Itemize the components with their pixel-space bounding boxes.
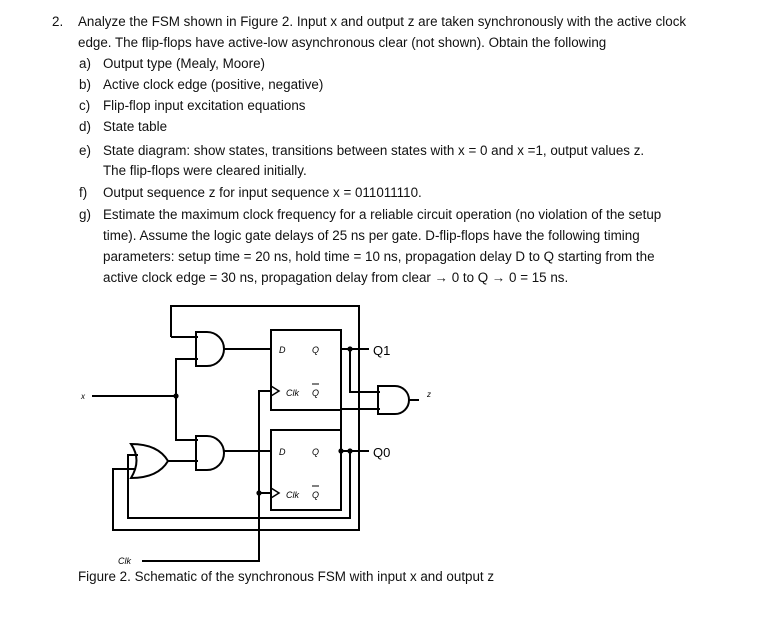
label-clk: Clk [118,556,131,566]
item-e-text-2: The flip-flops were cleared initially. [103,163,307,178]
item-g-text-1: Estimate the maximum clock frequency for a reliable circuit operation (no violation of the setup [103,207,662,222]
label-q1: Q1 [373,343,391,358]
label-q0: Q0 [373,445,391,460]
flip-flop-q0 [271,430,341,510]
item-e-text-1: State diagram: show states, transitions between states with x = 0 and x =1, output values z. [103,143,645,158]
item-g-label: g) [79,207,91,222]
figure-caption: Figure 2. Schematic of the synchronous FSM with input x and output z [78,569,495,584]
ff-q0-qbar-label: Q [312,490,320,500]
intro-line-1: Analyze the FSM shown in Figure 2. Input x and output z are taken synchronously with the active clock [78,14,687,29]
item-d-text: State table [103,119,168,134]
item-c-label: c) [79,98,91,113]
ff-q1-qbar-label: Q [312,388,320,398]
item-a-text: Output type (Mealy, Moore) [103,56,265,71]
item-g-text-2: time). Assume the logic gate delays of 25 ns per gate. D-flip-flops have the following timing [103,228,640,243]
question-number: 2. [52,14,64,29]
item-e-label: e) [79,143,91,158]
label-z: z [427,390,431,399]
and-gate-bottom [196,436,224,470]
or-gate [131,444,168,478]
ff-q1-clk-label: Clk [286,388,299,398]
intro-line-2: edge. The flip-flops have active-low asynchronous clear (not shown). Obtain the following [78,35,607,50]
ff-q1-d-label: D [279,345,286,355]
item-f-text: Output sequence z for input sequence x = 011011110. [103,185,422,200]
item-g-text-4: active clock edge = 30 ns, propagation delay from clear → 0 to Q → 0 = 15 ns. [103,270,569,285]
label-x: x [81,392,85,401]
item-b-text: Active clock edge (positive, negative) [103,77,324,92]
wires [92,306,419,561]
item-g-text-3: parameters: setup time = 20 ns, hold time = 10 ns, propagation delay D to Q starting from the [103,249,655,264]
ff-q0-q-label: Q [312,447,320,457]
and-gate-output [378,386,409,414]
ff-q0-clk-label: Clk [286,490,299,500]
item-d-label: d) [79,119,91,134]
item-c-text: Flip-flop input excitation equations [103,98,306,113]
item-b-label: b) [79,77,91,92]
item-f-label: f) [79,185,88,200]
item-a-label: a) [79,56,91,71]
ff-q0-d-label: D [279,447,286,457]
and-gate-top [196,332,224,366]
ff-q1-q-label: Q [312,345,320,355]
flip-flop-q1 [271,330,341,410]
